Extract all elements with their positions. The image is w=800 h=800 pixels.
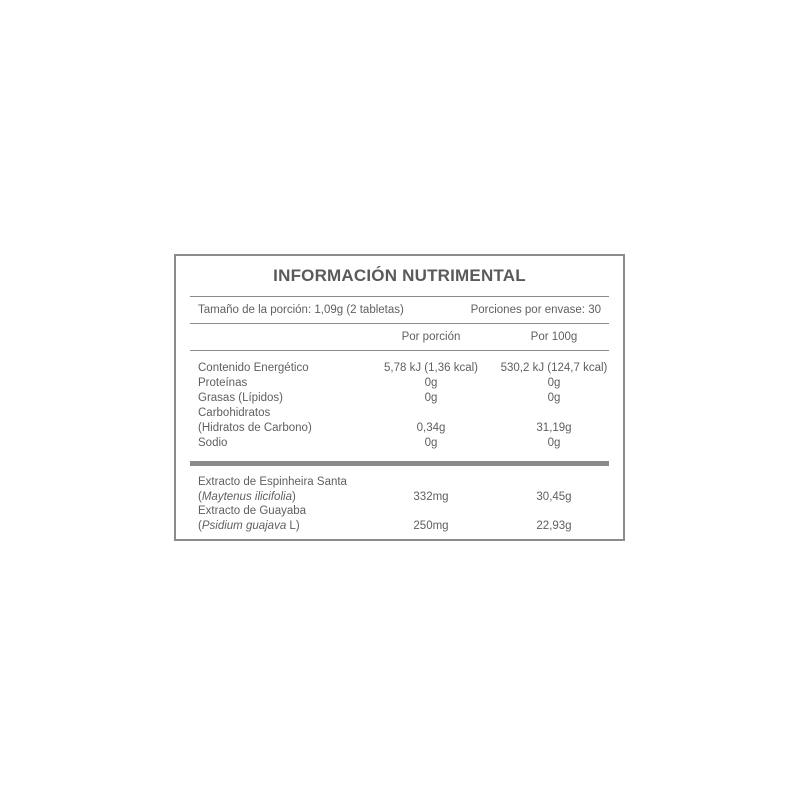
extract-guayaba-per-100g: 22,93g xyxy=(536,520,572,532)
extract-scientific-espinheira: (Maytenus ilicifolia) xyxy=(198,491,296,503)
nutrition-facts-label xyxy=(174,254,625,541)
nutrient-name-fat: Grasas (Lípidos) xyxy=(198,392,284,404)
extract-espinheira-per-serving: 332mg xyxy=(413,491,449,503)
header-divider xyxy=(190,350,609,351)
extract-espinheira-per-100g: 30,45g xyxy=(536,491,572,503)
nutrient-protein-per-serving: 0g xyxy=(424,377,438,389)
nutrient-sodium-per-serving: 0g xyxy=(424,437,438,449)
extract-name-espinheira: Extracto de Espinheira Santa xyxy=(198,476,347,488)
column-header-per-100g: Por 100g xyxy=(530,331,578,343)
column-header-per-serving: Por porción xyxy=(401,331,461,343)
label-title: INFORMACIÓN NUTRIMENTAL xyxy=(273,266,526,285)
nutrient-name-carbohydrates-line2: (Hidratos de Carbono) xyxy=(198,422,312,434)
nutrient-energy-per-serving: 5,78 kJ (1,36 kcal) xyxy=(384,362,478,374)
serving-divider xyxy=(190,323,609,324)
extracts-divider xyxy=(190,461,609,466)
title-divider xyxy=(190,296,609,297)
nutrient-name-carbohydrates: Carbohidratos xyxy=(198,407,271,419)
nutrient-fat-per-100g: 0g xyxy=(547,392,561,404)
nutrient-fat-per-serving: 0g xyxy=(424,392,438,404)
nutrient-energy-per-100g: 530,2 kJ (124,7 kcal) xyxy=(500,362,608,374)
nutrient-name-energy: Contenido Energético xyxy=(198,362,309,374)
nutrient-sodium-per-100g: 0g xyxy=(547,437,561,449)
serving-size: Tamaño de la porción: 1,09g (2 tabletas) xyxy=(198,304,404,316)
nutrient-name-protein: Proteínas xyxy=(198,377,248,389)
servings-per-container: Porciones por envase: 30 xyxy=(470,304,601,316)
nutrient-name-sodium: Sodio xyxy=(198,437,228,449)
nutrient-protein-per-100g: 0g xyxy=(547,377,561,389)
extract-guayaba-per-serving: 250mg xyxy=(413,520,449,532)
nutrient-carbohydrates-per-serving: 0,34g xyxy=(416,422,446,434)
extract-name-guayaba: Extracto de Guayaba xyxy=(198,505,307,517)
extract-scientific-guayaba: (Psidium guajava L) xyxy=(198,520,300,532)
nutrient-carbohydrates-per-100g: 31,19g xyxy=(536,422,572,434)
